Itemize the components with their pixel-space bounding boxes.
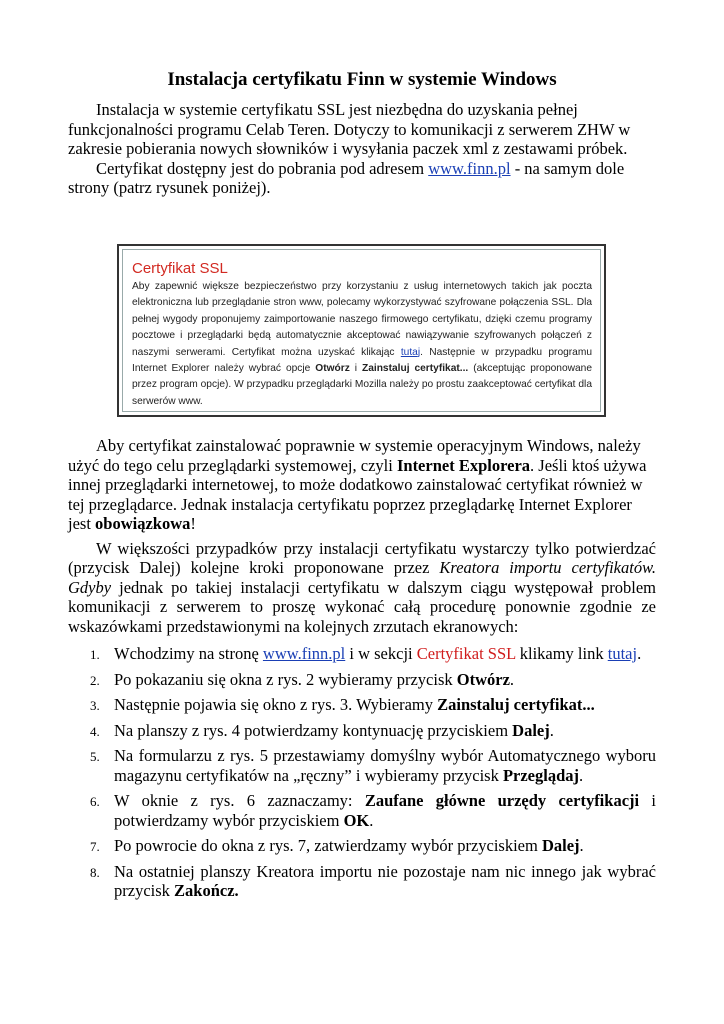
step-text: Po pokazaniu się okna z rys. 2 wybieramy przycisk — [114, 669, 457, 689]
step-item — [68, 836, 656, 856]
step-finn-link[interactable]: www.finn.pl — [262, 644, 346, 663]
step-item — [68, 746, 656, 785]
step-text: . — [369, 810, 374, 830]
step-bold: Dalej — [512, 720, 550, 740]
page-title: Instalacja certyfikatu Finn w systemie Windows — [167, 69, 557, 90]
intro-paragraph-2 — [68, 159, 656, 198]
p4-italic: Kreatora importu certyfikatów. Gdyby — [68, 558, 656, 597]
ssl-screenshot-figure — [117, 244, 606, 417]
figure-text — [132, 279, 592, 410]
step-number: 5. — [90, 749, 100, 764]
p3-text-a: Aby certyfikat zainstalować poprawnie w systemie operacyjnym Windows, należy użyć do tego celu przeglądarki systemowej, czyli — [68, 436, 641, 475]
step-text: i w sekcji — [345, 644, 417, 663]
step-text: Następnie pojawia się okno z rys. 3. Wybieramy — [114, 695, 438, 714]
step-number: 3. — [90, 698, 100, 713]
step-bold: OK — [343, 810, 370, 830]
figure-text-d: (akceptując proponowane przez program opcje). W przypadku przeglądarki Mozilla należy po prostu zaakceptować certyfikat dla serwerów www. — [132, 363, 592, 407]
figure-text-c: i — [349, 363, 362, 375]
step-item — [68, 670, 656, 690]
step-bold: Otwórz — [456, 669, 510, 689]
figure-bold-otworz: Otwórz — [315, 363, 350, 375]
step-item — [68, 721, 656, 741]
step-text: Po powrocie do okna z rys. 7, zatwierdzamy wybór przyciskiem — [114, 836, 542, 855]
p4-text-a: W większości przypadków przy instalacji certyfikatu wystarczy tylko potwierdzać (przycisk Dalej) kolejne kroki proponowane przez — [68, 538, 656, 577]
paragraph-3 — [68, 436, 656, 534]
step-number: 4. — [90, 723, 100, 739]
step-item — [68, 862, 656, 901]
figure-frame — [122, 249, 601, 412]
step-bold: Zakończ. — [174, 881, 239, 900]
step-item — [68, 791, 656, 830]
figure-title: Certyfikat SSL — [132, 260, 228, 277]
figure-tutaj-link[interactable]: tutaj — [400, 346, 421, 358]
intro-section — [68, 100, 656, 198]
figure-text-a: Aby zapewnić większe bezpieczeństwo przy korzystaniu z usług internetowych takich jak poczta elektroniczna lub przeglądanie stron www, polecamy wykorzystywać szyfrowane połączenia SSL. Dla pełnej wygody proponujemy zaimportowanie naszego firmowego certyfikatu, dzięki czemu programy pocztowe i przeglądarki będą automatycznie akceptować nawiązywanie szyfrowanych połączeń z naszymi serwerami. Certyfikat można uzyskać klikając — [132, 281, 592, 358]
step-text: i potwierdzamy wybór przyciskiem — [114, 791, 656, 830]
intro-paragraph-1: Instalacja w systemie certyfikatu SSL jest niezbędna do uzyskania pełnej funkcjonalności programu Celab Teren. Dotyczy to komunikacji z serwerem ZHW w zakresie pobierania nowych słowników i wysyłania paczek xml z zestawami próbek. — [68, 100, 631, 158]
step-text: . — [579, 836, 584, 855]
step-text: klikamy link — [515, 644, 608, 663]
step-number: 8. — [90, 864, 100, 880]
p3-text-e: ! — [190, 514, 196, 533]
step-number: 2. — [90, 672, 100, 688]
step-number: 1. — [90, 647, 100, 662]
step-item — [68, 644, 656, 664]
step-text: Na ostatniej planszy Kreatora importu nie pozostaje nam nic innego jak wybrać przycisk — [114, 861, 656, 900]
step-text: Na planszy z rys. 4 potwierdzamy kontynuację przyciskiem — [114, 720, 513, 740]
step-bold: Zaufane główne urzędy certyfikacji — [364, 791, 640, 810]
step-number: 7. — [90, 839, 100, 854]
p3-text-c: . Jeśli ktoś używa innej przeglądarki internetowej, to może dodatkowo zainstalować certyfikat również w tej przeglądarce. Jednak instalacja certyfikatu poprzez przeglądarkę Internet Explorer jest — [68, 455, 647, 533]
figure-text-b: . Następnie w przypadku programu Internet Explorer należy wybrać opcje — [132, 346, 592, 375]
step-item — [68, 695, 656, 715]
step-bold: Przeglądaj — [502, 765, 580, 785]
p3-bold-obowiazkowa: obowiązkowa — [95, 514, 191, 533]
body-section — [68, 436, 656, 636]
figure-bold-zainstaluj: Zainstaluj certyfikat... — [361, 363, 469, 375]
finn-link[interactable]: www.finn.pl — [428, 158, 511, 178]
intro-text: Certyfikat dostępny jest do pobrania pod adresem — [96, 158, 429, 178]
step-tutaj-link[interactable]: tutaj — [607, 644, 638, 663]
step-text: . — [579, 765, 584, 785]
intro-text-after: - na samym dole strony (patrz rysunek poniżej). — [68, 158, 625, 197]
step-bold: Zainstaluj certyfikat... — [437, 695, 595, 714]
step-text: . — [549, 720, 554, 740]
step-text: . — [637, 644, 642, 663]
p4-text-b: jednak po takiej instalacji certyfikatu w dalszym ciągu występował problem komunikacji z serwerem to proszę wykonać całą procedurę ponownie zgodnie ze wskazówkami przedstawionymi na kolejnych zrzutach ekranowych: — [68, 577, 656, 636]
step-text: Na formularzu z rys. 5 przestawiamy domyślny wybór Automatycznego wyboru magazynu certyfikatów na „ręczny” i wybieramy przycisk — [114, 746, 656, 785]
step-red-text: Certyfikat SSL — [416, 644, 516, 663]
step-text: Wchodzimy na stronę — [114, 644, 263, 663]
step-number: 6. — [90, 794, 100, 809]
step-text: . — [509, 669, 515, 689]
paragraph-4 — [68, 539, 656, 637]
steps-list — [68, 644, 656, 907]
step-bold: Dalej — [541, 836, 580, 855]
p3-bold-ie: Internet Explorera — [396, 455, 531, 475]
step-text: W oknie z rys. 6 zaznaczamy: — [114, 791, 365, 810]
